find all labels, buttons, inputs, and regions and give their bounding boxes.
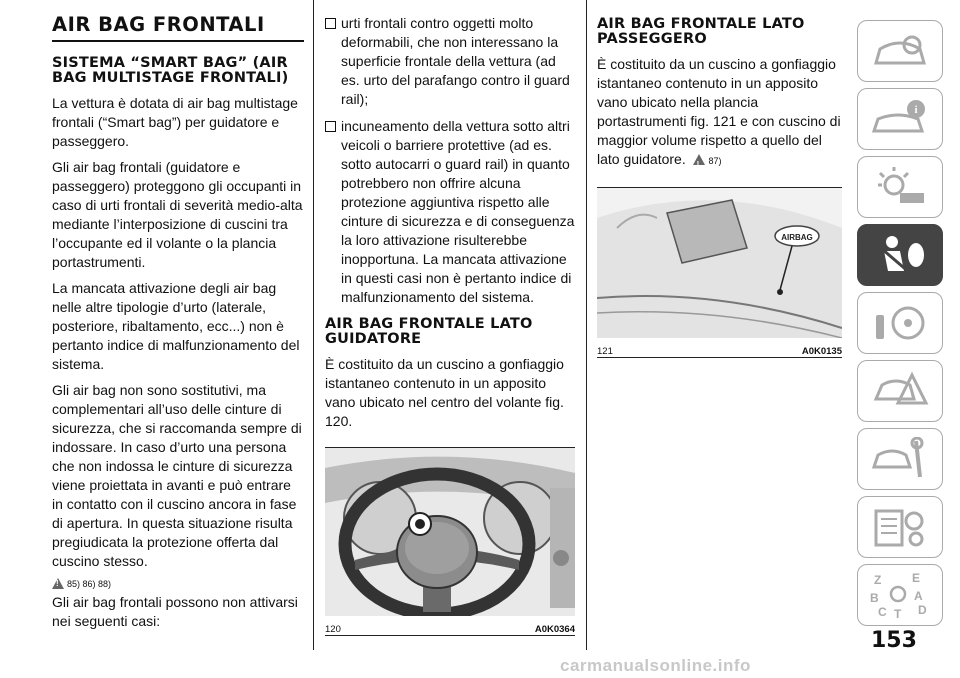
- section-heading-passenger: AIR BAG FRONTALE LATO PASSEGGERO: [597, 16, 805, 47]
- index-letter: E: [912, 571, 921, 585]
- tab-car-info[interactable]: [857, 88, 943, 150]
- tab-emergency[interactable]: [857, 360, 943, 422]
- svg-text:!: !: [910, 388, 914, 402]
- index-letter: D: [918, 603, 927, 617]
- figure-caption: [597, 343, 842, 357]
- tab-index[interactable]: [857, 564, 943, 626]
- maintenance-icon: [870, 437, 930, 481]
- emergency-icon: [870, 369, 930, 413]
- tab-starting-driving[interactable]: [857, 292, 943, 354]
- tab-technical-data[interactable]: [857, 496, 943, 558]
- paragraph: Gli air bag frontali possono non attivarsi nei seguenti casi:: [52, 594, 298, 629]
- technical-data-icon: [870, 505, 930, 549]
- section-heading-driver: AIR BAG FRONTALE LATO GUIDATORE: [325, 316, 533, 347]
- figure-number: 120: [325, 624, 341, 635]
- warning-lights-icon: [870, 165, 930, 209]
- warning-reference: [52, 578, 304, 589]
- list-item: urti frontali contro oggetti molto deformabili, che non interessano la superficie frontale della vettura (ad es. urto del parafango contro il guard rail);: [325, 14, 575, 109]
- airbag-label: AIRBAG: [781, 233, 813, 242]
- figure-number: 121: [597, 346, 613, 357]
- paragraph: Gli air bag frontali (guidatore e passeggero) proteggono gli occupanti in caso di urti frontali di severità medio-alta mediante l’interposizione di cuscini tra l’occupante ed il volante o la plancia portastrumenti.: [52, 159, 303, 270]
- figure-121: [597, 187, 842, 358]
- figure-code: A0K0364: [534, 624, 575, 635]
- paragraph: [597, 55, 842, 171]
- page-title: AIR BAG FRONTALI: [52, 13, 265, 36]
- watermark: carmanualsonline.info: [560, 656, 751, 675]
- warning-triangle-icon: [52, 578, 64, 589]
- figure-code: A0K0135: [801, 346, 842, 357]
- figure-caption: [325, 621, 575, 635]
- index-letter: B: [870, 591, 879, 605]
- figure-120: [325, 447, 575, 636]
- column-1: [52, 14, 304, 638]
- list-item: incuneamento della vettura sotto altri veicoli o barriere protettive (ad es. sotto autocarri o guard rail) in quanto potrebbero non offrire alcuna protezione aggiuntiva rispetto alle cinture di sicurezza e di conseguenza la loro attivazione risulterebbe inopportuna. La mancata attivazione in questi casi non è pertanto indice di malfunzionamento del sistema.: [325, 117, 575, 307]
- tab-warning-lights[interactable]: [857, 156, 943, 218]
- bullet-list: [325, 14, 575, 307]
- warning-ref: 87): [708, 156, 722, 166]
- chapter-sidebar: [857, 20, 945, 632]
- tab-maintenance[interactable]: [857, 428, 943, 490]
- page-number: 153: [871, 628, 917, 653]
- tab-dashboard[interactable]: [857, 20, 943, 82]
- safety-seatbelt-icon: [870, 233, 930, 277]
- paragraph: La vettura è dotata di air bag multistage frontali (“Smart bag”) per guidatore e passeggero.: [52, 95, 298, 149]
- warning-triangle-icon: [693, 154, 705, 165]
- paragraph: La mancata attivazione degli air bag nelle altre tipologie d’urto (laterale, posteriore, ribaltamento, ecc...) non è pertanto indice di malfunzionamento del sistema.: [52, 280, 300, 372]
- index-letter: T: [894, 607, 902, 620]
- index-letter: C: [878, 605, 887, 619]
- car-dashboard-icon: [870, 29, 930, 73]
- paragraph-text: È costituito da un cuscino a gonfiaggio istantaneo contenuto in un apposito vano ubicato nella plancia portastrumenti fig. 121 e con cuscino di maggior volume rispetto a quello del lato guidatore.: [597, 56, 841, 167]
- tab-safety[interactable]: [857, 224, 943, 286]
- car-info-icon: [870, 97, 930, 141]
- steering-wheel-illustration: [325, 448, 575, 616]
- column-3: [597, 14, 842, 358]
- paragraph: È costituito da un cuscino a gonfiaggio istantaneo contenuto in un apposito vano ubicato nel centro del volante fig. 120.: [325, 356, 564, 429]
- column-2: [325, 14, 575, 636]
- starting-driving-icon: [870, 301, 930, 345]
- warning-refs-text: 85) 86) 88): [67, 579, 112, 589]
- passenger-dashboard-illustration: [597, 188, 842, 338]
- column-divider: [586, 0, 587, 650]
- index-letter: A: [914, 589, 923, 603]
- title-rule: [52, 40, 304, 42]
- svg-text:i: i: [914, 104, 918, 116]
- section-heading-smart-bag: SISTEMA “SMART BAG” (AIR BAG MULTISTAGE FRONTALI): [52, 55, 289, 86]
- index-letter: Z: [874, 573, 882, 587]
- column-divider: [313, 0, 314, 650]
- paragraph: Gli air bag non sono sostitutivi, ma complementari all’uso delle cinture di sicurezza, che si raccomanda sempre di indossare. In caso d’urto una persona che non indossa le cinture di sicurezza viene proiettata in avanti e può entrare in contatto con il cuscino ancora in fase di apertura. In questa situazione risulta pregiudicata la protezione offerta dal cuscino stesso.: [52, 382, 302, 569]
- index-icon: [868, 570, 932, 620]
